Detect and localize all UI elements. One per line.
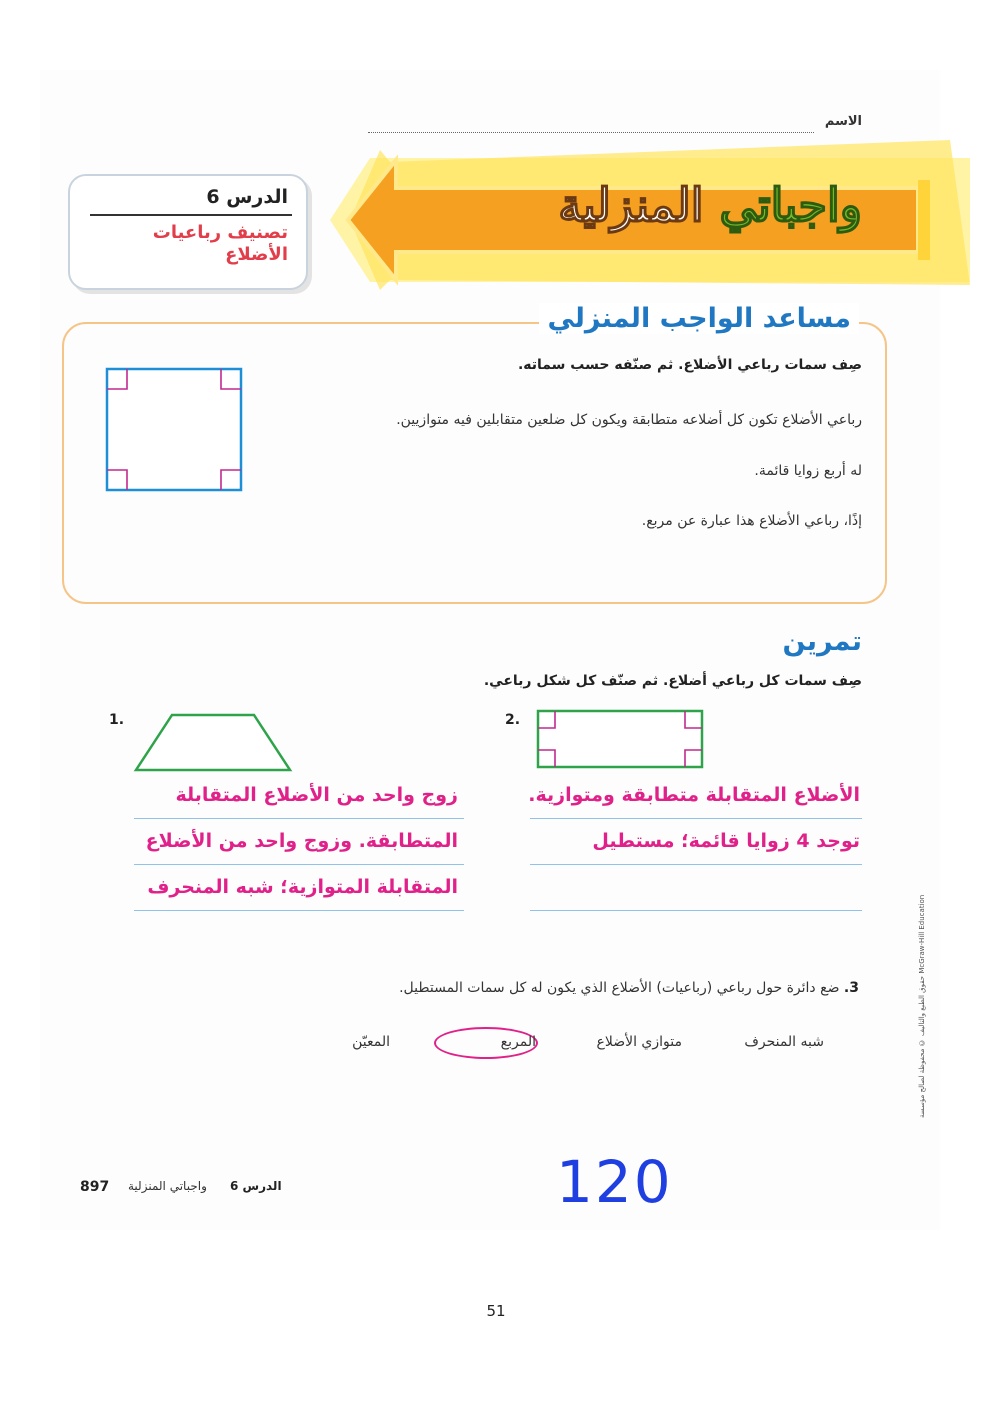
handwritten-number: 120 xyxy=(556,1148,673,1216)
exercise-1-answer-2: المتطابقة. وزوج واحد من الأضلاع xyxy=(145,830,458,852)
exercise-1-line-2[interactable] xyxy=(134,864,464,865)
name-line[interactable] xyxy=(368,132,814,133)
exercise-2-answer-1: الأضلاع المتقابلة متطابقة ومتوازية. xyxy=(528,784,860,806)
exercise-2-line-3[interactable] xyxy=(530,910,862,911)
exercise-1-answer-3: المتقابلة المتوازية؛ شبه المنحرف xyxy=(147,876,458,898)
exercise-2-line-1[interactable] xyxy=(530,818,862,819)
exercise-2-number: 2. xyxy=(505,712,521,728)
option-rhombus[interactable]: المعيّن xyxy=(352,1034,390,1050)
banner-title xyxy=(558,178,862,232)
lesson-divider xyxy=(90,214,292,216)
practice-instruction: صِف سمات كل رباعي أضلاع. ثم صنّف كل شكل رباعي. xyxy=(483,673,862,689)
lesson-topic: تصنيف رباعيات الأضلاع xyxy=(152,222,288,265)
question-3-text: ضع دائرة حول رباعي (رباعيات) الأضلاع الذي يكون له كل سمات المستطيل. xyxy=(399,980,840,996)
banner-title-part2: المنزلية xyxy=(558,178,704,232)
exercise-2-line-2[interactable] xyxy=(530,864,862,865)
exercise-1-answer-1: زوج واحد من الأضلاع المتقابلة xyxy=(175,784,458,806)
footer-title: واجباتي المنزلية xyxy=(128,1179,207,1193)
copyright-side-text: حقوق الطبع والتأليف © محفوظة لصالح مؤسسة McGraw-Hill Education xyxy=(918,894,926,1118)
question-3-number: 3. xyxy=(843,980,859,996)
option-parallelogram[interactable]: متوازي الأضلاع xyxy=(596,1034,682,1050)
option-square[interactable]: المربع xyxy=(500,1034,536,1050)
exercise-1-number: 1. xyxy=(109,712,125,728)
banner-title-part1: واجباتي xyxy=(719,178,862,232)
page-number: 51 xyxy=(486,1302,506,1320)
trapezoid-figure xyxy=(132,712,294,774)
lesson-card xyxy=(68,174,308,290)
rectangle-figure xyxy=(535,708,705,770)
helper-line-1: رباعي الأضلاع تكون كل أضلاعه متطابقة ويكون كل ضلعين متقابلين فيه متوازيين. xyxy=(396,412,862,428)
question-3 xyxy=(399,980,859,996)
exercise-1-line-3[interactable] xyxy=(134,910,464,911)
helper-instruction: صِف سمات رباعي الأضلاع. ثم صنّفه حسب سماته. xyxy=(517,357,862,373)
helper-title: مساعد الواجب المنزلي xyxy=(539,303,859,334)
footer-lesson: الدرس 6 xyxy=(230,1179,282,1193)
helper-line-2: له أربع زوايا قائمة. xyxy=(754,463,862,479)
exercise-1-line-1[interactable] xyxy=(134,818,464,819)
footer-page-code: 897 xyxy=(80,1179,110,1195)
square-figure xyxy=(104,366,244,494)
practice-title: تمرين xyxy=(782,626,862,657)
helper-line-3: إذًا، رباعي الأضلاع هذا عبارة عن مربع. xyxy=(641,513,862,529)
name-label: الاسم xyxy=(824,114,862,129)
lesson-number: الدرس 6 xyxy=(206,186,288,208)
exercise-2-answer-2: توجد 4 زوايا قائمة؛ مستطيل xyxy=(592,830,860,852)
option-trapezoid[interactable]: شبه المنحرف xyxy=(744,1034,824,1050)
